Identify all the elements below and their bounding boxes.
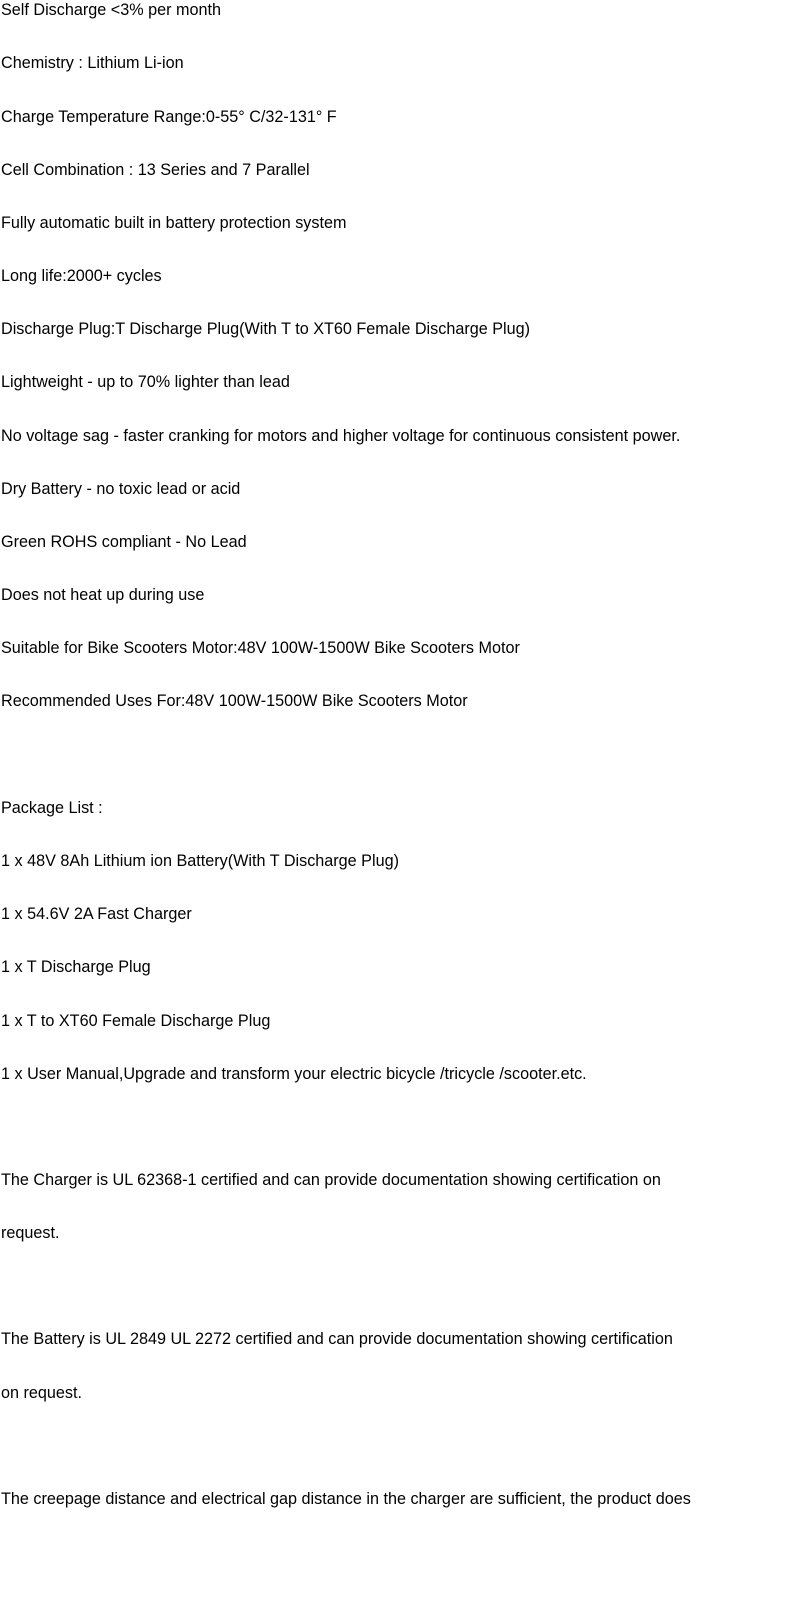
charger-certification-line-1: The Charger is UL 62368-1 certified and can provide documentation showing certification on <box>1 1171 661 1189</box>
creepage-distance-line: The creepage distance and electrical gap distance in the charger are sufficient, the product does <box>1 1490 691 1508</box>
battery-certification-line-2: on request. <box>1 1384 82 1402</box>
spec-long-life: Long life:2000+ cycles <box>1 267 162 285</box>
package-list-heading: Package List : <box>1 799 103 817</box>
charger-certification-line-2: request. <box>1 1224 60 1242</box>
spec-dry-battery: Dry Battery - no toxic lead or acid <box>1 480 241 498</box>
battery-certification-line-1: The Battery is UL 2849 UL 2272 certified and can provide documentation showing certification <box>1 1330 673 1348</box>
package-item-battery: 1 x 48V 8Ah Lithium ion Battery(With T Discharge Plug) <box>1 852 399 870</box>
spec-chemistry: Chemistry : Lithium Li-ion <box>1 54 184 72</box>
package-item-user-manual: 1 x User Manual,Upgrade and transform your electric bicycle /tricycle /scooter.etc. <box>1 1065 587 1083</box>
spec-rohs: Green ROHS compliant - No Lead <box>1 533 247 551</box>
spec-charge-temperature: Charge Temperature Range:0-55° C/32-131° F <box>1 108 337 126</box>
spec-recommended-uses: Recommended Uses For:48V 100W-1500W Bike Scooters Motor <box>1 692 468 710</box>
spec-discharge-plug: Discharge Plug:T Discharge Plug(With T to XT60 Female Discharge Plug) <box>1 320 531 338</box>
spec-lightweight: Lightweight - up to 70% lighter than lead <box>1 373 290 391</box>
spec-suitable-for: Suitable for Bike Scooters Motor:48V 100W-1500W Bike Scooters Motor <box>1 639 520 657</box>
package-item-charger: 1 x 54.6V 2A Fast Charger <box>1 905 192 923</box>
spec-self-discharge: Self Discharge <3% per month <box>1 1 221 19</box>
spec-cell-combination: Cell Combination : 13 Series and 7 Parallel <box>1 161 310 179</box>
package-item-discharge-plug: 1 x T Discharge Plug <box>1 958 151 976</box>
spec-no-voltage-sag: No voltage sag - faster cranking for motors and higher voltage for continuous consistent power. <box>1 427 681 445</box>
package-item-xt60-plug: 1 x T to XT60 Female Discharge Plug <box>1 1012 271 1030</box>
spec-no-heat: Does not heat up during use <box>1 586 205 604</box>
spec-protection-system: Fully automatic built in battery protection system <box>1 214 347 232</box>
